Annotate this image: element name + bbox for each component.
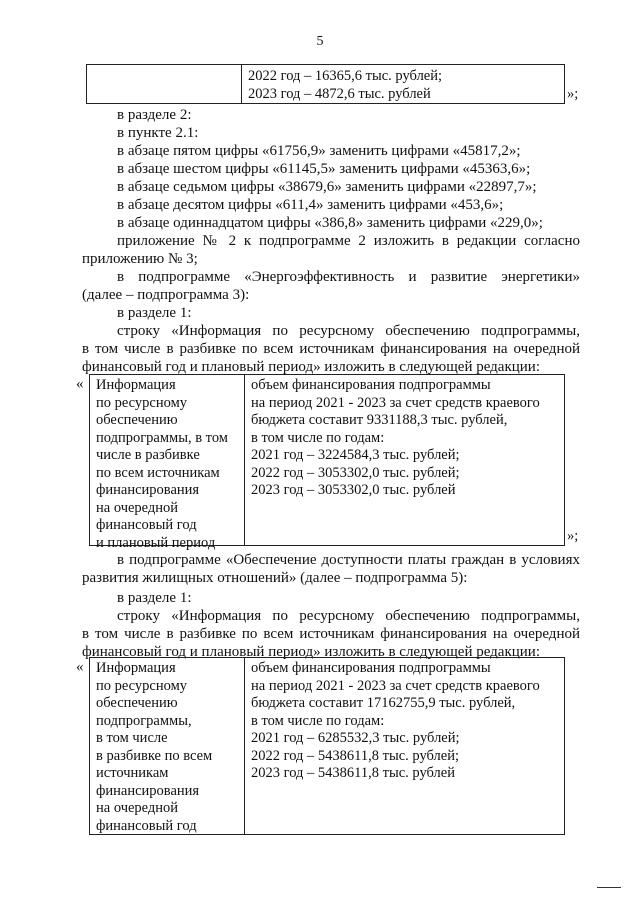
- footer-rule: [597, 887, 621, 888]
- closing-quote: »;: [567, 528, 579, 544]
- resource-info-table-3: [89, 374, 565, 551]
- table-row: по ресурсному: [96, 394, 188, 411]
- paragraph: в абзаце шестом цифры «61145,5» заменить цифрами «45363,6»;: [117, 161, 531, 177]
- table-row: финансирования: [96, 782, 200, 799]
- table-row: финансовый год: [96, 817, 197, 834]
- table-row: 2022 год – 16365,6 тыс. рублей;: [248, 68, 443, 84]
- paragraph: финансовый год и плановый период» изложить в следующей редакции:: [82, 359, 541, 375]
- table-row: 2022 год – 5438611,8 тыс. рублей;: [251, 747, 459, 764]
- table-row: финансовый год: [96, 517, 197, 533]
- table-row: на очередной: [96, 800, 179, 816]
- paragraph: в абзаце седьмом цифры «38679,6» заменить цифрами «22897,7»;: [117, 179, 537, 195]
- paragraph: в абзаце пятом цифры «61756,9» заменить цифрами «45817,2»;: [117, 143, 521, 159]
- table-row: 2021 год – 3224584,3 тыс. рублей;: [251, 447, 460, 463]
- table-row: 2023 год – 4872,6 тыс. рублей: [248, 85, 431, 102]
- table-row: 2023 год – 5438611,8 тыс. рублей: [251, 765, 455, 781]
- table-row: подпрограммы, в том: [96, 429, 228, 446]
- paragraph: в разделе 1:: [117, 305, 192, 321]
- table-row: объем финансирования подпрограммы: [251, 660, 491, 676]
- paragraph: приложение № 2 к подпрограмме 2 изложить в редакции согласно: [117, 233, 580, 249]
- table-right-cell: [242, 65, 442, 103]
- table-left-cell: [87, 65, 242, 103]
- page-number: 5: [316, 34, 324, 49]
- table-row: подпрограммы,: [96, 712, 192, 729]
- paragraph: (далее – подпрограмма 3):: [82, 287, 250, 303]
- table-row: Информация: [96, 660, 176, 676]
- paragraph: в абзаце десятом цифры «611,4» заменить цифрами «453,6»;: [117, 197, 504, 213]
- table-row: числе в разбивке: [96, 447, 200, 463]
- paragraph: в пункте 2.1:: [117, 125, 199, 141]
- table-row: в том числе по годам:: [251, 712, 385, 729]
- table-row: обеспечению: [96, 412, 178, 428]
- table-row: 2021 год – 6285532,3 тыс. рублей;: [251, 730, 460, 746]
- table-right-cell: [245, 375, 540, 545]
- table-row: 2022 год – 3053302,0 тыс. рублей;: [251, 464, 460, 481]
- paragraph: финансовый год и плановый период» изложить в следующей редакции:: [82, 644, 541, 660]
- table-row: по ресурсному: [96, 677, 188, 694]
- table-row: и плановый период: [96, 534, 216, 551]
- table-right-cell: [245, 658, 540, 834]
- table-row: источникам: [96, 765, 169, 781]
- table-row: финансирования: [96, 482, 200, 498]
- paragraph: в разделе 1:: [117, 590, 192, 606]
- table-row: объем финансирования подпрограммы: [251, 377, 491, 393]
- table-row: Информация: [96, 377, 176, 393]
- table-continuation: [86, 64, 565, 104]
- table-row: в том числе по годам:: [251, 429, 385, 446]
- paragraph: в подпрограмме «Энергоэффективность и развитие энергетики»: [117, 269, 580, 285]
- paragraph: в абзаце одиннадцатом цифры «386,8» заменить цифрами «229,0»;: [117, 215, 543, 231]
- paragraph: в том числе в разбивке по всем источникам финансирования на очередной: [82, 626, 580, 642]
- table-row: бюджета составит 9331188,3 тыс. рублей,: [251, 412, 508, 428]
- table-row: на очередной: [96, 499, 179, 516]
- table-row: бюджета составит 17162755,9 тыс. рублей,: [251, 695, 516, 711]
- opening-quote: «: [76, 659, 84, 675]
- table-row: в том числе: [96, 730, 168, 746]
- paragraph: в разделе 2:: [117, 107, 192, 123]
- table-row: 2023 год – 3053302,0 тыс. рублей: [251, 482, 456, 498]
- paragraph: в том числе в разбивке по всем источникам финансирования на очередной: [82, 341, 580, 357]
- table-row: обеспечению: [96, 695, 178, 711]
- closing-quote: »;: [567, 86, 579, 102]
- paragraph: развития жилищных отношений» (далее – подпрограмма 5):: [82, 570, 468, 586]
- table-row: по всем источникам: [96, 464, 220, 481]
- paragraph: строку «Информация по ресурсному обеспечению подпрограммы,: [117, 608, 580, 624]
- table-row: в разбивке по всем: [96, 747, 213, 764]
- paragraph: строку «Информация по ресурсному обеспечению подпрограммы,: [117, 323, 580, 339]
- opening-quote: «: [76, 376, 84, 392]
- table-row: на период 2021 - 2023 за счет средств краевого: [251, 677, 540, 694]
- paragraph: приложению № 3;: [82, 251, 198, 267]
- resource-info-table-5: [89, 657, 565, 835]
- table-row: на период 2021 - 2023 за счет средств краевого: [251, 394, 540, 411]
- paragraph: в подпрограмме «Обеспечение доступности платы граждан в условиях: [117, 552, 580, 568]
- table-left-cell: [90, 375, 245, 551]
- table-left-cell: [90, 658, 245, 834]
